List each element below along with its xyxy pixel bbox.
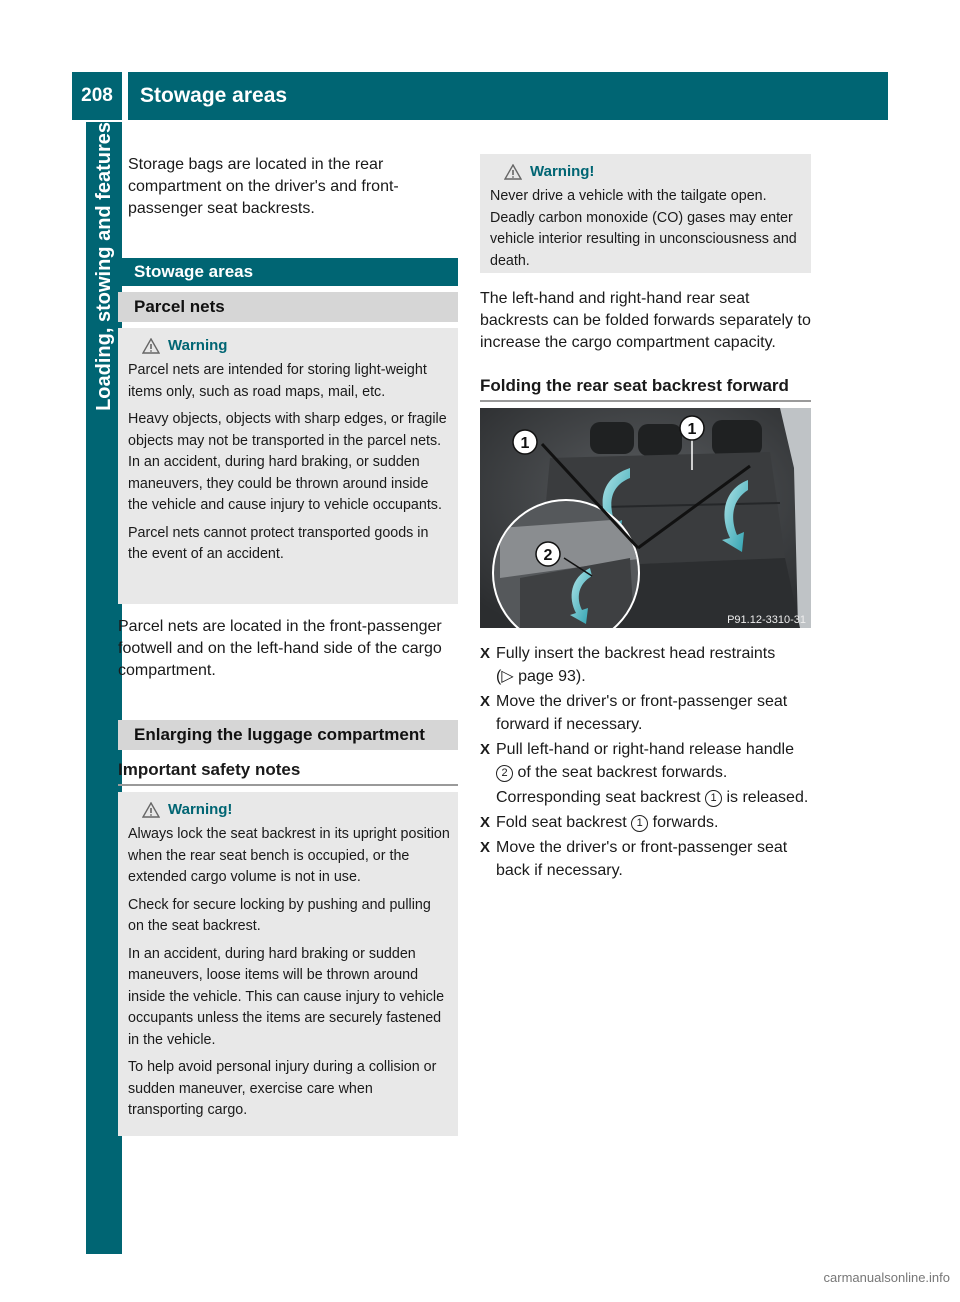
- warning-paragraph: In an accident, during hard braking or sudden maneuvers, loose items will be thrown around inside the vehicle. This can cause injury to vehicle occupants unless the items are securely fastened in the vehicle.: [128, 945, 445, 1048]
- step-marker: X: [480, 693, 491, 710]
- page-number: 208: [72, 72, 122, 120]
- step-item: X Fully insert the backrest head restraints (▷ page 93).: [480, 642, 815, 688]
- callout-ref-1: 1: [631, 815, 648, 832]
- head-restraint: [590, 422, 634, 454]
- step-marker: X: [480, 741, 491, 758]
- step-item: X Move the driver's or front-passenger seat back if necessary.: [480, 836, 815, 882]
- svg-text:1: 1: [687, 421, 697, 438]
- rear-seat-figure: [480, 408, 811, 628]
- parcel-nets-text: Parcel nets are located in the front-passenger footwell and on the left-hand side of the cargo compartment.: [118, 618, 442, 679]
- page-reference-link[interactable]: (▷ page 93).: [496, 668, 586, 685]
- callout-ref-1: 1: [705, 790, 722, 807]
- callout-ref-2: 2: [496, 765, 513, 782]
- step-marker: X: [480, 814, 491, 831]
- warning-paragraph: Always lock the seat backrest in its upright position when the rear seat bench is occupied, or the extended cargo volume is not in use.: [128, 826, 450, 885]
- warning-paragraph: To help avoid personal injury during a collision or sudden maneuver, exercise care when transporting cargo.: [128, 1059, 437, 1118]
- callout-1-left: [513, 430, 537, 454]
- head-restraint: [712, 420, 762, 456]
- warning-paragraph: Parcel nets cannot protect transported goods in the event of an accident.: [128, 524, 429, 562]
- warning-title: Warning: [128, 336, 450, 356]
- warning-title: Warning!: [490, 162, 803, 182]
- page-title: Stowage areas: [128, 72, 888, 120]
- backrest-text: The left-hand and right-hand rear seat backrests can be folded forwards separately to increase the cargo compartment capacity.: [480, 290, 811, 351]
- side-tab-label-wrap: [86, 122, 122, 622]
- subsection-title-enlarging: Enlarging the luggage compartment: [118, 720, 458, 750]
- warning-triangle-icon: [142, 802, 160, 818]
- svg-text:1: 1: [520, 435, 530, 452]
- warning-box-backrest: [118, 792, 458, 1136]
- heading-folding-backrest: Folding the rear seat backrest forward: [480, 376, 811, 402]
- side-tab-label: Loading, stowing and features: [93, 122, 115, 411]
- callout-1-right: [680, 416, 704, 440]
- head-restraint: [638, 424, 682, 456]
- warning-triangle-icon: [142, 338, 160, 354]
- section-title-stowage: Stowage areas: [118, 258, 458, 286]
- intro-text: Storage bags are located in the rear compartment on the driver's and front-passenger seat backrests.: [128, 156, 399, 217]
- svg-text:2: 2: [543, 547, 553, 564]
- step-item: X Fold seat backrest 1 forwards.: [480, 811, 815, 834]
- instruction-steps: [480, 642, 815, 884]
- callout-2: [536, 542, 560, 566]
- step-item: X Move the driver's or front-passenger seat forward if necessary.: [480, 690, 815, 736]
- step-item: X Pull left-hand or right-hand release handle 2 of the seat backrest forwards. Corresponding seat backrest 1 is released.: [480, 738, 815, 809]
- warning-paragraph: Parcel nets are intended for storing light-weight items only, such as road maps, mail, etc.: [128, 362, 427, 400]
- warning-triangle-icon: [504, 164, 522, 180]
- watermark: carmanualsonline.info: [823, 1270, 950, 1285]
- warning-title: Warning!: [128, 800, 450, 820]
- warning-paragraph: Never drive a vehicle with the tailgate open. Deadly carbon monoxide (CO) gases may enter vehicle interior resulting in unconsciousness and death.: [490, 188, 797, 269]
- step-marker: X: [480, 645, 491, 662]
- warning-box-parcel-nets: [118, 328, 458, 604]
- figure-code: P91.12-3310-31: [727, 614, 806, 626]
- warning-box-tailgate: [480, 154, 811, 273]
- step-marker: X: [480, 839, 491, 856]
- warning-paragraph: Heavy objects, objects with sharp edges, or fragile objects may not be transported in the parcel nets. In an accident, during hard braking, or sudden maneuvers, they could be thrown around inside the vehicle and cause injury to vehicle occupants.: [128, 411, 447, 513]
- warning-paragraph: Check for secure locking by pushing and pulling on the seat backrest.: [128, 896, 431, 934]
- subsection-title-parcel-nets: Parcel nets: [118, 292, 458, 322]
- heading-safety-notes: Important safety notes: [118, 760, 458, 786]
